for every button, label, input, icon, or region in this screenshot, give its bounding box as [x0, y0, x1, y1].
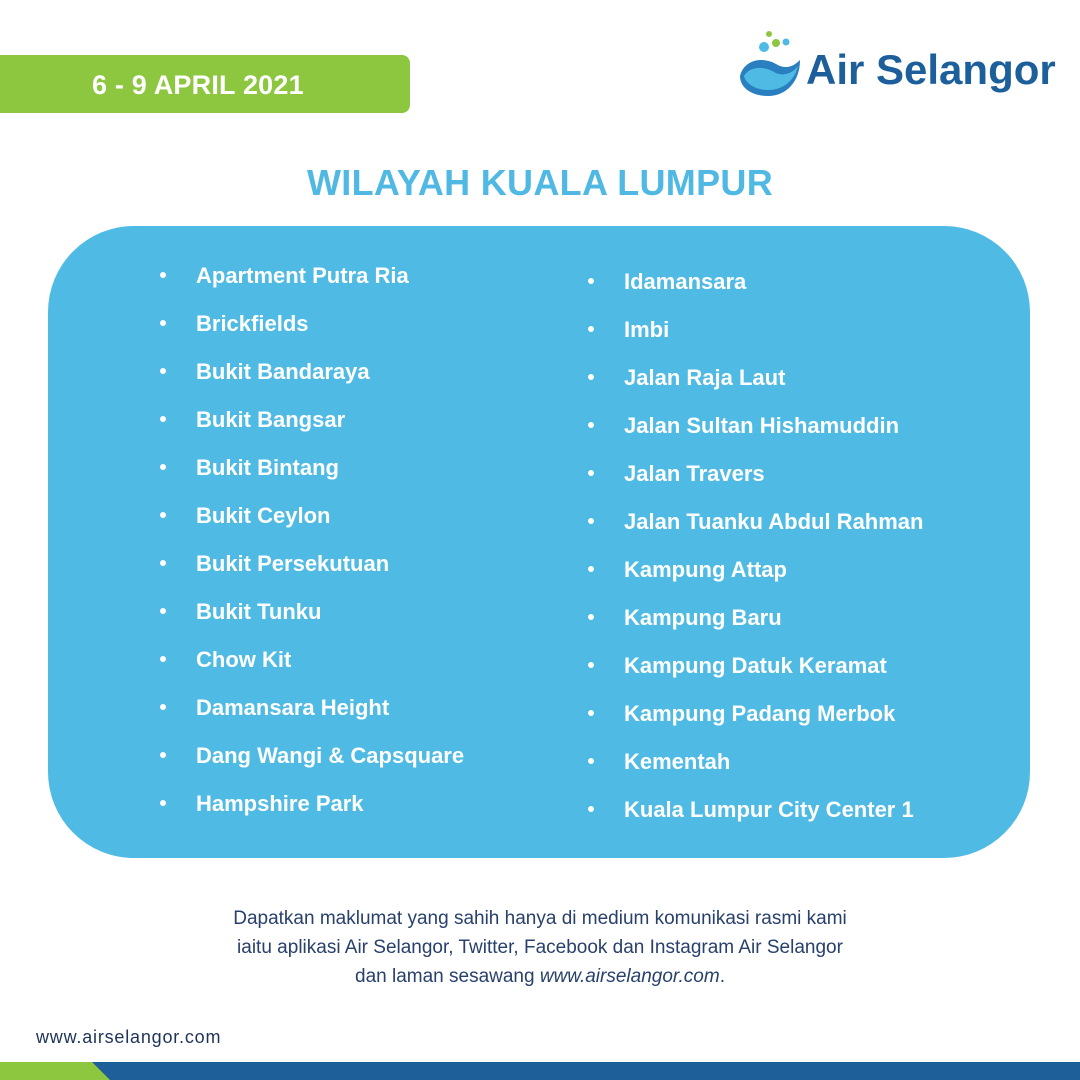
area-label: Kuala Lumpur City Center 1: [624, 797, 914, 822]
list-item: [160, 588, 464, 636]
area-label: Hampshire Park: [196, 791, 364, 816]
area-label: Chow Kit: [196, 647, 292, 672]
area-label: Dang Wangi & Capsquare: [196, 743, 465, 768]
area-label: Bukit Tunku: [196, 599, 322, 624]
list-item: [588, 306, 923, 354]
bullet-icon: [588, 374, 594, 380]
notice-line: Dapatkan maklumat yang sahih hanya di medium komunikasi rasmi kami: [233, 908, 847, 929]
brand-name: Air Selangor: [806, 46, 1056, 93]
list-item: [160, 492, 464, 540]
bullet-icon: [160, 608, 166, 614]
list-item: [588, 258, 923, 306]
list-item: [160, 636, 464, 684]
date-label: 6 - 9 APRIL 2021: [92, 70, 304, 100]
page-title: WILAYAH KUALA LUMPUR: [306, 162, 773, 203]
area-label: Jalan Sultan Hishamuddin: [624, 413, 900, 438]
notice-text: dan laman sesawang: [355, 966, 540, 987]
list-item: [160, 732, 464, 780]
bullet-icon: [588, 758, 594, 764]
area-list-left: [160, 252, 464, 828]
area-label: Imbi: [624, 317, 670, 342]
bottom-stripe: [0, 1062, 1080, 1080]
footer-website-link[interactable]: www.airselangor.com: [36, 1027, 222, 1047]
bullet-icon: [588, 278, 594, 284]
list-item: [160, 300, 464, 348]
list-item: [160, 396, 464, 444]
area-list-right: [588, 258, 923, 834]
bullet-icon: [160, 416, 166, 422]
area-label: Bukit Bangsar: [196, 407, 346, 432]
list-item: [160, 780, 464, 828]
bullet-icon: [588, 470, 594, 476]
area-label: Bukit Ceylon: [196, 503, 331, 528]
notice-line: [0, 962, 1080, 991]
area-label: Bukit Persekutuan: [196, 551, 390, 576]
list-item: [588, 690, 923, 738]
notice-text: .: [719, 966, 725, 987]
list-item: [588, 498, 923, 546]
list-item: [588, 594, 923, 642]
bullet-icon: [160, 800, 166, 806]
website-link[interactable]: www.airselangor.com: [539, 966, 720, 987]
bullet-icon: [588, 326, 594, 332]
area-label: Bukit Bandaraya: [196, 359, 370, 384]
bullet-icon: [160, 512, 166, 518]
bullet-icon: [588, 422, 594, 428]
area-label: Damansara Height: [196, 695, 390, 720]
area-label: Brickfields: [196, 311, 309, 336]
area-label: Idamansara: [624, 269, 747, 294]
area-label: Apartment Putra Ria: [196, 263, 409, 288]
bullet-icon: [588, 806, 594, 812]
bullet-icon: [588, 710, 594, 716]
bullet-icon: [160, 560, 166, 566]
list-item: [160, 540, 464, 588]
list-item: [160, 444, 464, 492]
bullet-icon: [588, 566, 594, 572]
bullet-icon: [160, 656, 166, 662]
area-label: Jalan Tuanku Abdul Rahman: [624, 509, 924, 534]
area-label: Jalan Raja Laut: [624, 365, 786, 390]
list-item: [588, 546, 923, 594]
list-item: [160, 348, 464, 396]
bullet-icon: [588, 614, 594, 620]
bullet-icon: [588, 662, 594, 668]
list-item: [160, 684, 464, 732]
bullet-icon: [588, 518, 594, 524]
area-label: Kampung Padang Merbok: [624, 701, 896, 726]
bullet-icon: [160, 464, 166, 470]
area-label: Bukit Bintang: [196, 455, 339, 480]
bullet-icon: [160, 272, 166, 278]
list-item: [588, 642, 923, 690]
area-label: Kampung Baru: [624, 605, 782, 630]
list-item: [588, 786, 923, 834]
bullet-icon: [160, 368, 166, 374]
area-label: Kampung Attap: [624, 557, 787, 582]
brand-logo: [736, 26, 1056, 106]
list-item: [588, 354, 923, 402]
list-item: [588, 738, 923, 786]
area-label: Kampung Datuk Keramat: [624, 653, 887, 678]
notice-line: iaitu aplikasi Air Selangor, Twitter, Facebook dan Instagram Air Selangor: [237, 937, 843, 958]
list-item: [588, 402, 923, 450]
list-item: [588, 450, 923, 498]
list-item: [160, 252, 464, 300]
area-label: Jalan Travers: [624, 461, 765, 486]
area-label: Kementah: [624, 749, 731, 774]
bullet-icon: [160, 320, 166, 326]
bottom-stripe-accent: [0, 1062, 110, 1080]
bullet-icon: [160, 752, 166, 758]
water-drop-logo-icon: [736, 26, 804, 102]
official-channels-notice: [0, 904, 1080, 991]
bullet-icon: [160, 704, 166, 710]
